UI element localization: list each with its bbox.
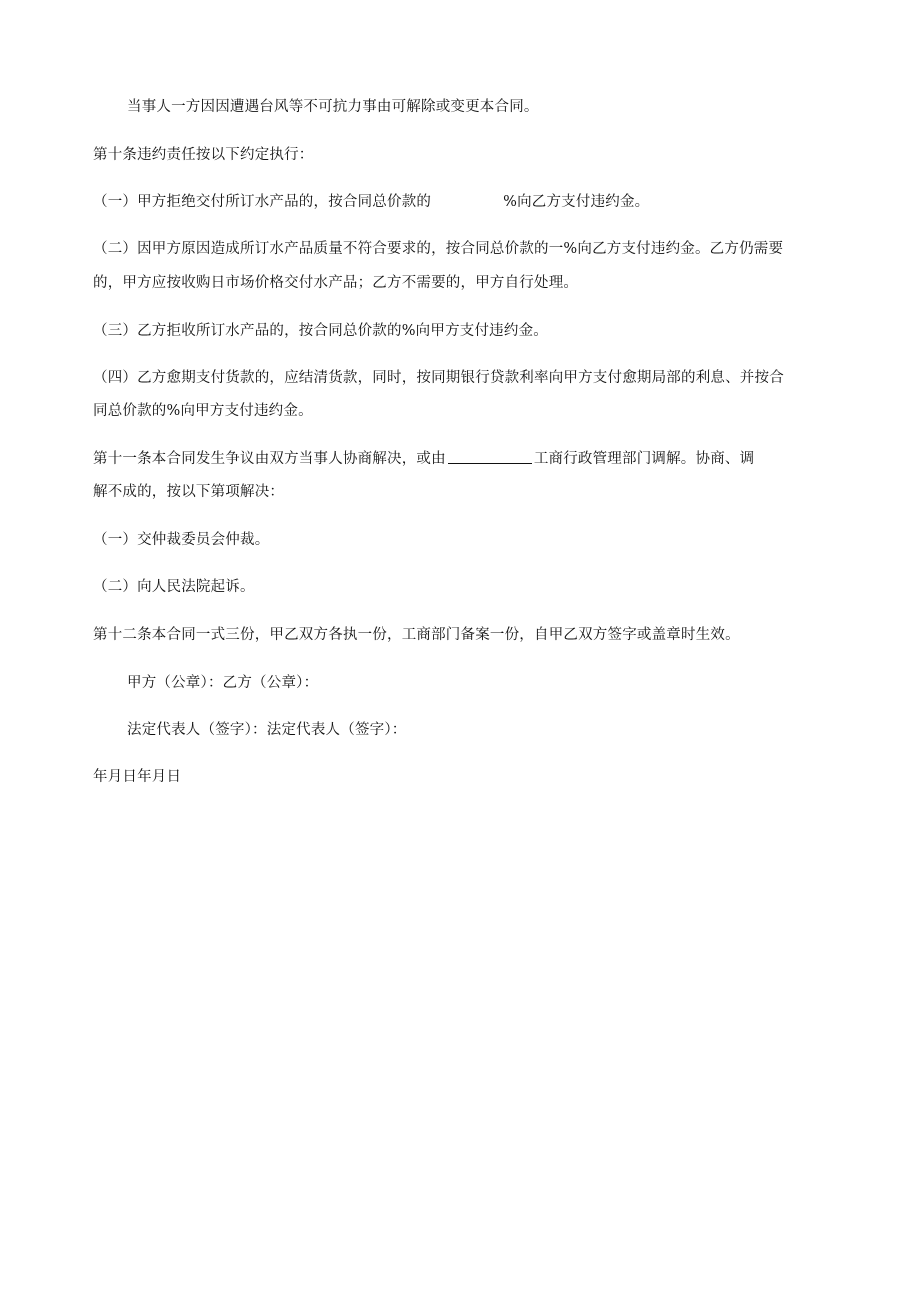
clause-2-line-2 xyxy=(93,273,823,293)
clause-2-text-1: （二）因甲方原因造成所订水产品质量不符合要求的，按合同总价款的一%向乙方支付违约金。乙方仍需要 xyxy=(93,241,784,257)
clause-2-line-1 xyxy=(93,239,823,259)
option-1-text: （一）交仲裁委员会仲裁。 xyxy=(93,532,270,548)
date-line xyxy=(93,767,823,787)
representative-line xyxy=(127,720,857,740)
clause-3 xyxy=(93,321,823,341)
representative-line-text: 法定代表人（签字）：法定代表人（签字）： xyxy=(127,722,407,738)
clause-1-text-b: %向乙方支付违约金。 xyxy=(503,194,650,210)
option-2 xyxy=(93,577,823,597)
clause-2-text-2: 的，甲方应按收购日市场价格交付水产品；乙方不需要的，甲方自行处理。 xyxy=(93,275,579,291)
date-line-text: 年月日年月日 xyxy=(93,769,182,785)
dept-blank-line xyxy=(448,449,532,464)
clause-4-line-2 xyxy=(93,401,823,421)
article-11-text-a: 第十一条本合同发生争议由双方当事人协商解决，或由 xyxy=(93,451,446,467)
seal-line xyxy=(127,673,857,693)
clause-4-text-2: 同总价款的%向甲方支付违约金。 xyxy=(93,403,313,419)
article-10-title xyxy=(93,145,823,165)
article-12-text: 第十二条本合同一式三份，甲乙双方各执一份，工商部门备案一份，自甲乙双方签字或盖章时生效。 xyxy=(93,627,740,643)
clause-4-text-1: （四）乙方愈期支付货款的，应结清货款，同时，按同期银行贷款利率向甲方支付愈期局部的利息、并按合 xyxy=(93,370,784,386)
clause-1-text-a: （一）甲方拒绝交付所订水产品的，按合同总价款的 xyxy=(93,194,432,210)
article-11-text-2: 解不成的，按以下第项解决： xyxy=(93,484,285,500)
force-majeure-clause xyxy=(127,97,857,117)
option-1 xyxy=(93,530,823,550)
article-10-title-text: 第十条违约责任按以下约定执行： xyxy=(93,147,314,163)
option-2-text: （二）向人民法院起诉。 xyxy=(93,579,255,595)
seal-line-text: 甲方（公章）：乙方（公章）： xyxy=(127,675,319,691)
article-11-line-2 xyxy=(93,482,823,502)
clause-4-line-1 xyxy=(93,368,823,388)
clause-1 xyxy=(93,192,823,212)
article-11-text-b: 工商行政管理部门调解。协商、调 xyxy=(533,451,755,467)
force-majeure-text: 当事人一方因因遭遇台风等不可抗力事由可解除或变更本合同。 xyxy=(127,99,539,115)
clause-3-text: （三）乙方拒收所订水产品的，按合同总价款的%向甲方支付违约金。 xyxy=(93,323,548,339)
article-12 xyxy=(93,625,823,645)
article-11-line-1 xyxy=(93,449,823,469)
